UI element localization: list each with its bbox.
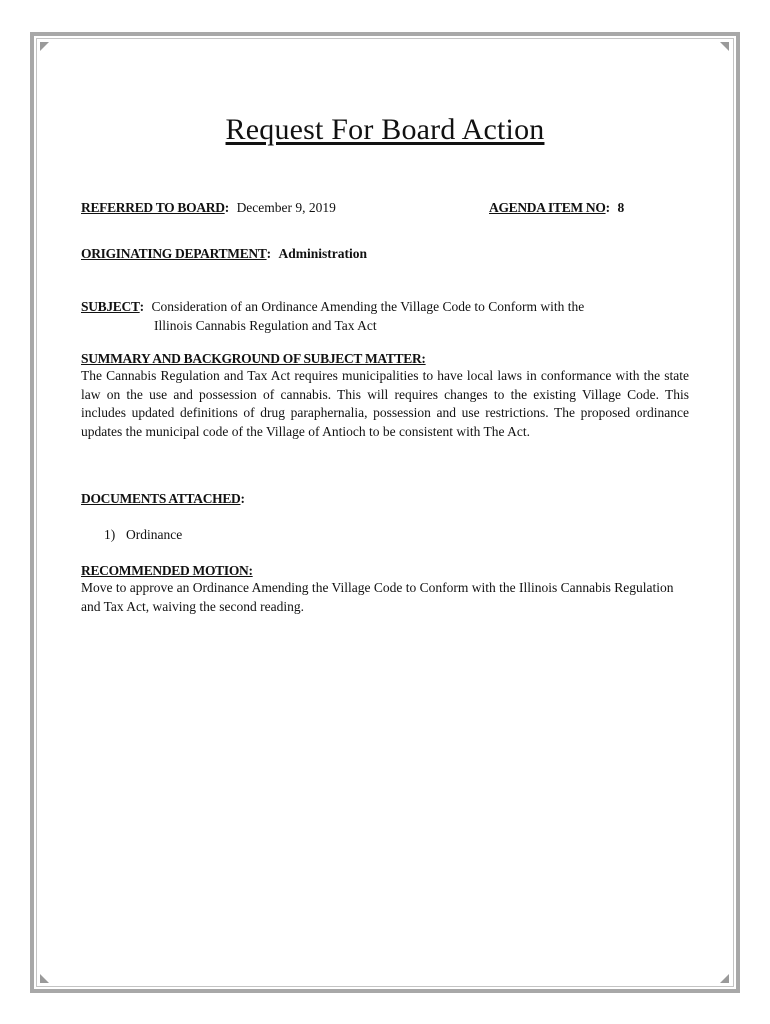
corner-ornament-top-right-icon — [720, 42, 729, 51]
documents-heading: DOCUMENTS ATTACHED — [81, 491, 241, 506]
motion-paragraph: Move to approve an Ordinance Amending the Village Code to Conform with the Illinois Cannabis Regulation and Tax Act, waiving the second reading. — [81, 580, 674, 614]
subject-line-1: Consideration of an Ordinance Amending the Village Code to Conform with the — [151, 299, 585, 314]
agenda-number: 8 — [617, 200, 625, 215]
agenda-item-row — [489, 199, 624, 217]
summary-heading: SUMMARY AND BACKGROUND OF SUBJECT MATTER: — [81, 351, 426, 366]
page-title: Request For Board Action — [225, 113, 545, 146]
originating-department-row — [81, 245, 367, 263]
referred-to-board-row — [81, 199, 336, 217]
list-item-label: Ordinance — [126, 527, 183, 542]
department-value: Administration — [278, 246, 367, 261]
motion-heading: RECOMMENDED MOTION: — [81, 563, 253, 578]
corner-ornament-bottom-right-icon — [720, 974, 729, 983]
documents-attached-row — [81, 490, 245, 508]
corner-ornament-top-left-icon — [40, 42, 49, 51]
department-colon: : — [266, 246, 272, 261]
subject-label: SUBJECT — [81, 299, 140, 314]
referred-label: REFERRED TO BOARD — [81, 200, 225, 215]
subject-row — [81, 298, 584, 316]
subject-line-2: Illinois Cannabis Regulation and Tax Act — [154, 318, 377, 333]
referred-colon: : — [224, 200, 230, 215]
corner-ornament-bottom-left-icon — [40, 974, 49, 983]
agenda-colon: : — [605, 200, 611, 215]
documents-colon: : — [240, 491, 245, 506]
department-label: ORIGINATING DEPARTMENT — [81, 246, 267, 261]
agenda-label: AGENDA ITEM NO — [489, 200, 606, 215]
documents-list — [104, 526, 182, 544]
page-border-inner — [36, 38, 734, 987]
referred-date: December 9, 2019 — [236, 200, 336, 215]
list-item — [104, 526, 182, 544]
subject-colon: : — [139, 299, 145, 314]
summary-paragraph: The Cannabis Regulation and Tax Act requires municipalities to have local laws in conformance with the state law on the use and possession of cannabis. This will requires changes to the existing Village Code. This includes updated definitions of drug paraphernalia, possession and use restrictions. The proposed ordinance updates the municipal code of the Village of Antioch to be consistent with The Act. — [81, 368, 689, 439]
list-item-number: 1) — [104, 527, 116, 542]
